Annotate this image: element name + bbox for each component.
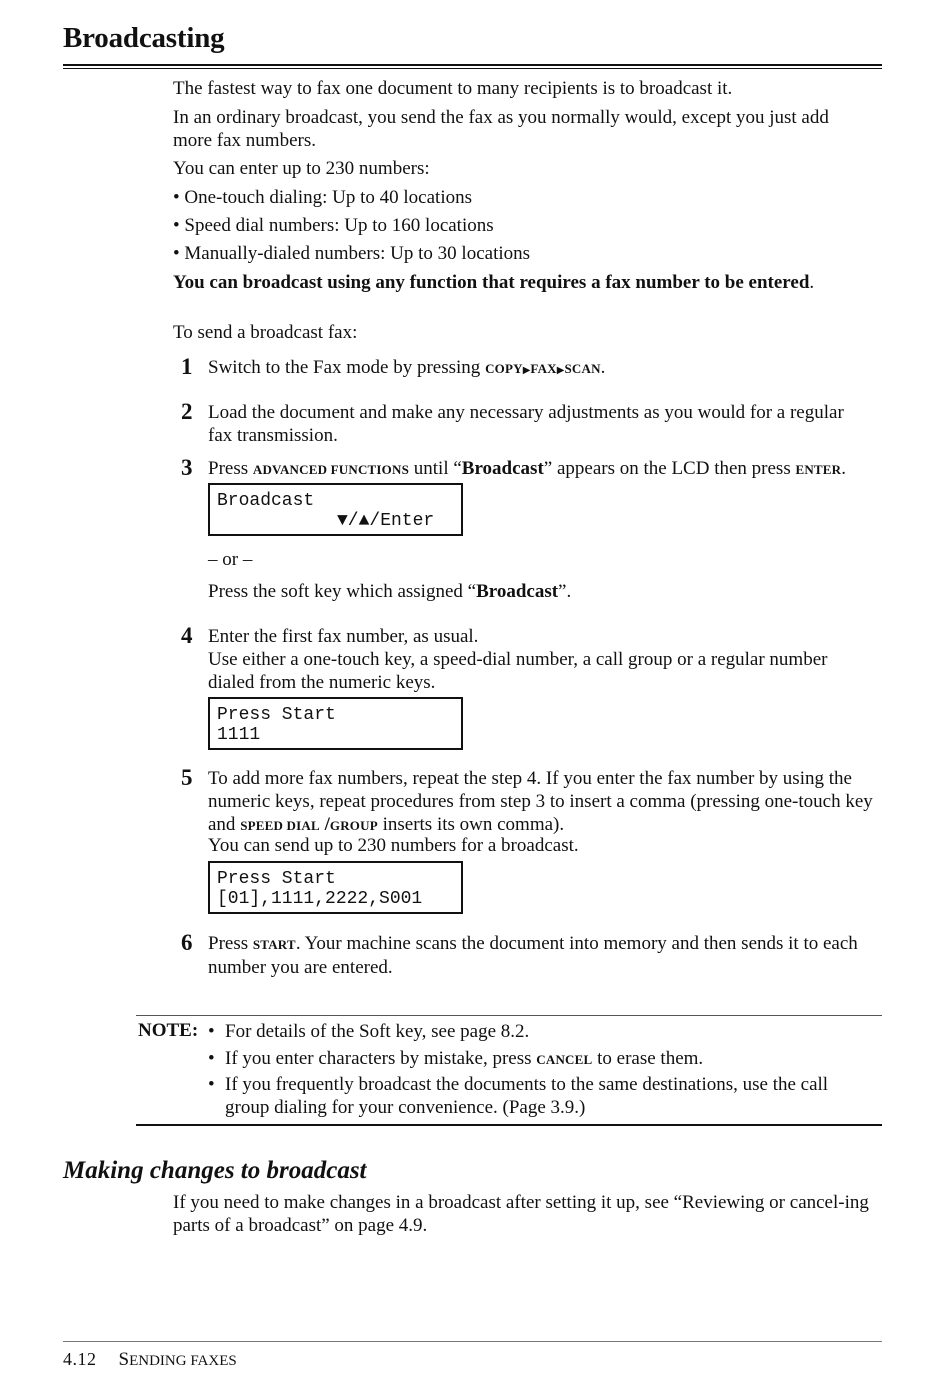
copy-key-label: COPY <box>485 361 523 376</box>
step-5-post: inserts its own comma). <box>377 814 565 835</box>
step-4-line-2: Use either a one-touch key, a speed-dial number, a call group or a regular number dialed from the numeric keys. <box>208 649 828 693</box>
step-5-slash: / <box>319 814 330 835</box>
lcd-line-1: Press Start <box>217 705 336 725</box>
list-item: • Speed dial numbers: Up to 160 locations <box>173 215 494 236</box>
footer-section-title <box>119 1349 237 1369</box>
cancel-key-label: CANCEL <box>536 1052 593 1067</box>
or-separator: – or – <box>208 549 253 570</box>
footer-section-rest: ENDING FAXES <box>129 1353 237 1369</box>
note-item-2 <box>225 1047 875 1071</box>
page-title: Broadcasting <box>63 22 225 54</box>
bold-note-period: . <box>809 272 815 293</box>
step-3-broadcast-bold: Broadcast <box>461 458 544 479</box>
bold-note-text: You can broadcast using any function that requires a fax number to be entered <box>173 272 810 293</box>
step-number-6: 6 <box>181 930 193 955</box>
step-1-text-main: Switch to the Fax mode by pressing <box>208 357 486 378</box>
step-3-alt-end: ”. <box>558 581 572 602</box>
footer-section-initial: S <box>118 1349 130 1370</box>
step-6-pre: Press <box>208 933 253 954</box>
bullet-icon: • <box>208 1074 215 1095</box>
note-rule-top <box>136 1015 882 1016</box>
lcd-line-2: 1111 <box>217 725 261 745</box>
bullet-icon: • <box>208 1021 215 1042</box>
intro-paragraph-1: The fastest way to fax one document to many recipients is to broadcast it. <box>173 78 733 99</box>
step-3-mid: until “ <box>409 458 462 479</box>
step-number-3: 3 <box>181 455 193 480</box>
lcd-line-2: [01],1111,2222,S001 <box>217 889 423 909</box>
page-footer <box>63 1349 237 1371</box>
lcd-display-press-start <box>208 697 463 750</box>
step-3-period: . <box>841 458 847 479</box>
note-item-3: If you frequently broadcast the documents to the same destinations, use the call group dialing for your convenience. (Page 3.9.) <box>225 1074 829 1118</box>
triangle-right-icon: ▶ <box>556 365 565 376</box>
fax-key-label: FAX <box>530 361 557 376</box>
list-item: • One-touch dialing: Up to 40 locations <box>173 187 472 208</box>
lcd-line-1: Broadcast <box>217 491 315 511</box>
step-number-1: 1 <box>181 354 193 379</box>
group-key-label: GROUP <box>329 818 378 833</box>
list-item: • Manually-dialed numbers: Up to 30 locations <box>173 243 531 264</box>
note-item-1: For details of the Soft key, see page 8.2. <box>225 1021 530 1042</box>
list-item-text: Manually-dialed numbers: Up to 30 locations <box>184 243 531 264</box>
intro-paragraph-4: To send a broadcast fax: <box>173 322 358 343</box>
step-2-text: Load the document and make any necessary adjustments as you would for a regular fax transmission. <box>208 402 844 446</box>
section-heading: Making changes to broadcast <box>63 1157 367 1184</box>
page-number: 4.12 <box>63 1349 97 1369</box>
step-3-mid2: ” appears on the LCD then press <box>543 458 796 479</box>
enter-key-label: ENTER <box>795 462 842 477</box>
step-number-5: 5 <box>181 765 193 790</box>
lcd-display-broadcast <box>208 483 463 536</box>
advanced-functions-key-label: ADVANCED FUNCTIONS <box>252 462 410 477</box>
step-1-text <box>208 356 878 382</box>
lcd-line-1: Press Start <box>217 869 336 889</box>
intro-paragraph-3: You can enter up to 230 numbers: <box>173 158 430 179</box>
step-3-text <box>208 457 878 481</box>
scan-key-label: SCAN <box>564 361 601 376</box>
step-number-4: 4 <box>181 623 193 648</box>
intro-paragraph-2: In an ordinary broadcast, you send the fax as you normally would, except you just add more fax numbers. <box>173 107 829 151</box>
step-4-line-1: Enter the first fax number, as usual. <box>208 626 479 647</box>
step-6-post: . Your machine scans the document into memory and then sends it to each number you are entered. <box>208 933 858 978</box>
step-5-line-2: You can send up to 230 numbers for a broadcast. <box>208 835 579 856</box>
list-item-text: Speed dial numbers: Up to 160 locations <box>184 215 494 236</box>
title-rule <box>63 64 882 66</box>
note-rule-bottom <box>136 1124 882 1126</box>
step-3-alt-text <box>208 580 878 603</box>
triangle-right-icon: ▶ <box>522 365 531 376</box>
lcd-line-2: ▼/▲/Enter <box>337 511 435 531</box>
step-number-2: 2 <box>181 399 193 424</box>
lcd-display-numbers <box>208 861 463 914</box>
step-1-period: . <box>600 357 606 378</box>
note-item-2-pre: If you enter characters by mistake, press <box>225 1048 537 1069</box>
note-item-2-post: to erase them. <box>592 1048 704 1069</box>
step-5-pre: To add more fax numbers, repeat the step 4. If you enter the fax number by using the numeric keys, repeat procedures from step 3 to insert a comma (pressing one-touch key and <box>208 768 873 835</box>
footer-rule <box>63 1341 882 1342</box>
bold-note <box>173 271 823 294</box>
list-item-text: One-touch dialing: Up to 40 locations <box>184 187 472 208</box>
speed-dial-key-label: SPEED DIAL <box>240 818 320 833</box>
step-6-text <box>208 932 878 979</box>
title-rule-thin <box>63 68 882 69</box>
step-5-text <box>208 767 878 837</box>
note-label: NOTE: <box>138 1020 199 1041</box>
section-paragraph: If you need to make changes in a broadcast after setting it up, see “Reviewing or cancel-ing parts of a broadcast” on page 4.9. <box>173 1192 869 1236</box>
step-3-alt-pre: Press the soft key which assigned “ <box>208 581 477 602</box>
bullet-icon: • <box>208 1048 215 1069</box>
start-key-label: START <box>252 937 296 952</box>
step-3-pre: Press <box>208 458 253 479</box>
step-3-alt-bold: Broadcast <box>476 581 559 602</box>
